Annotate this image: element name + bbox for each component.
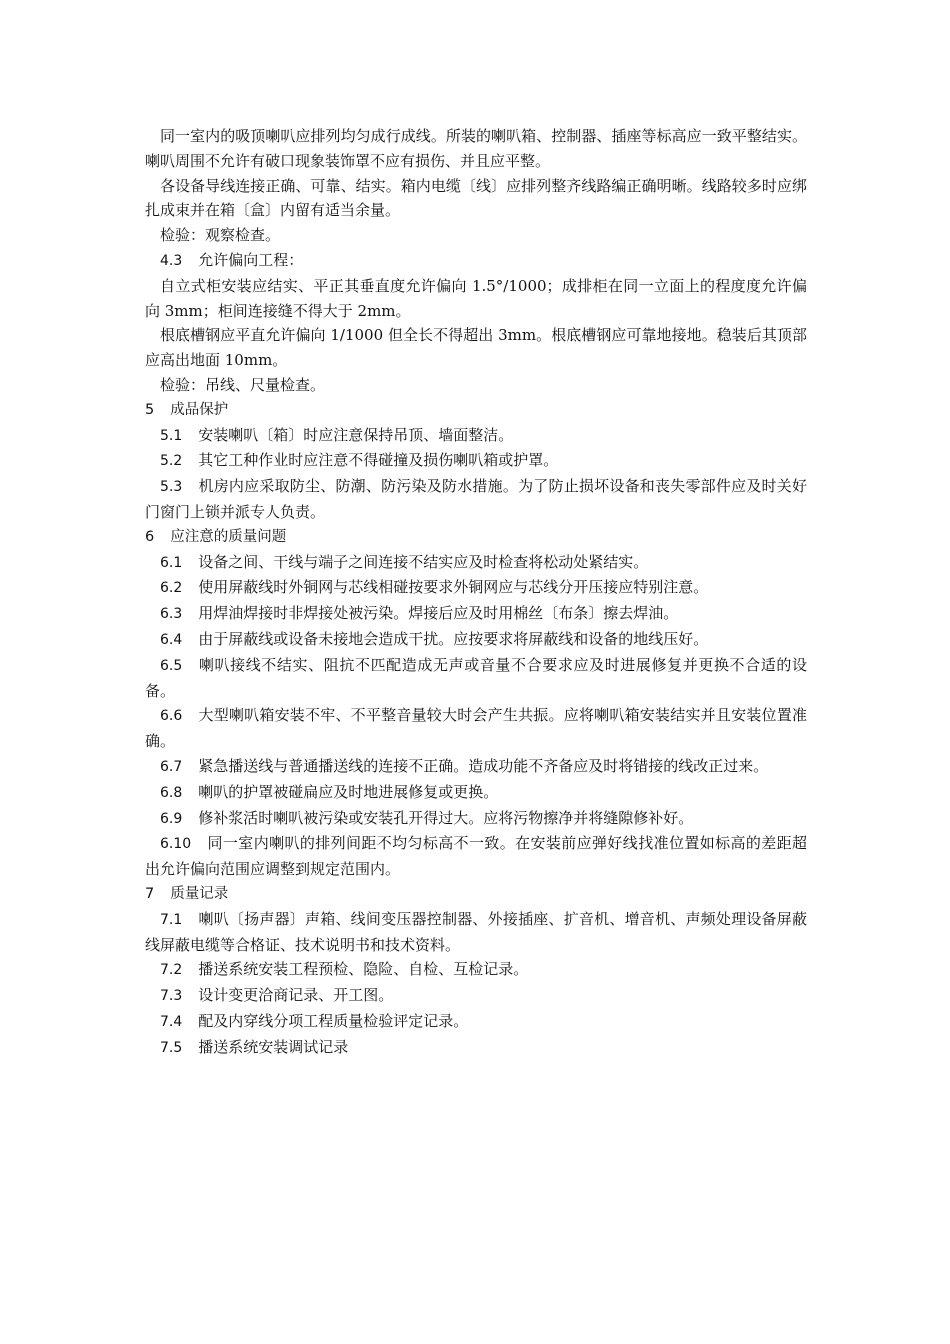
item-number: 6.10: [160, 836, 192, 853]
list-item: [145, 653, 807, 704]
list-item: [145, 550, 807, 576]
paragraph: [145, 323, 807, 373]
section-heading: [145, 398, 807, 423]
item-text: 同一室内喇叭的排列间距不均匀标高不一致。在安装前应弹好线找准位置如标高的差距超出允许偏向范围应调整到规定范围内。: [145, 834, 807, 879]
paragraph-text: 检验：观察检查。: [160, 226, 281, 245]
item-number: 6.2: [160, 580, 183, 597]
item-number: 4.3: [160, 252, 183, 269]
item-text: 允许偏向工程：: [198, 250, 304, 269]
paragraph: [145, 174, 807, 224]
list-item: [145, 831, 807, 882]
item-number: 6.6: [160, 708, 183, 725]
paragraph-text: 检验：吊线、尺量检查。: [160, 375, 326, 394]
item-number: 7.3: [160, 988, 183, 1005]
paragraph-text: 根底槽钢应平直允许偏向 1/1000 但全长不得超出 3mm。根底槽钢应可靠地接地。稳装后其顶部应高出地面 10mm。: [145, 326, 807, 370]
item-text: 安装喇叭〔箱〕时应注意保持吊顶、墙面整洁。: [198, 425, 514, 444]
list-item: [145, 1009, 807, 1035]
item-number: 7.1: [160, 911, 183, 928]
item-number: 7.2: [160, 962, 183, 979]
item-text: 其它工种作业时应注意不得碰撞及损伤喇叭箱或护罩。: [198, 451, 559, 470]
item-number: 6.5: [160, 657, 183, 674]
section-title: 成品保护: [170, 401, 229, 418]
paragraph-text: 同一室内的吸顶喇叭应排列均匀成行成线。所装的喇叭箱、控制器、插座等标高应一致平整结实。喇叭周围不允许有破口现象装饰罩不应有损伤、并且应平整。: [145, 127, 807, 170]
item-number: 6.4: [160, 631, 183, 648]
item-number: 6.3: [160, 606, 183, 623]
list-item: [145, 448, 807, 474]
list-item: [145, 248, 807, 274]
item-text: 大型喇叭箱安装不牢、不平整音量较大时会产生共振。应将喇叭箱安装结实并且安装位置准确。: [145, 706, 807, 751]
list-item: [145, 601, 807, 627]
item-text: 播送系统安装调试记录: [198, 1037, 349, 1056]
list-item: [145, 907, 807, 958]
item-number: 5.3: [160, 479, 183, 496]
section-heading: [145, 525, 807, 550]
item-number: 6.9: [160, 810, 183, 827]
item-number: 5.2: [160, 453, 183, 470]
list-item: [145, 474, 807, 525]
item-number: 6.8: [160, 784, 183, 801]
list-item: [145, 703, 807, 754]
paragraph: [145, 124, 807, 174]
item-text: 喇叭接线不结实、阻抗不匹配造成无声或音量不合要求应及时进展修复并更换不合适的设备。: [145, 655, 807, 700]
item-text: 使用屏蔽线时外铜网与芯线相碰按要求外铜网应与芯线分开压接应特别注意。: [198, 578, 709, 597]
item-text: 紧急播送线与普通播送线的连接不正确。造成功能不齐备应及时将错接的线改正过来。: [198, 756, 769, 775]
section-number: 7: [145, 885, 155, 902]
section-title: 质量记录: [170, 885, 229, 902]
document-body: [145, 124, 807, 1060]
item-number: 6.1: [160, 554, 183, 571]
list-item: [145, 806, 807, 832]
section-number: 5: [145, 401, 155, 418]
list-item: [145, 1035, 807, 1061]
list-item: [145, 423, 807, 449]
item-number: 6.7: [160, 758, 183, 775]
item-text: 设计变更洽商记录、开工图。: [198, 986, 394, 1005]
item-text: 修补浆活时喇叭被污染或安装孔开得过大。应将污物擦净并将缝隙修补好。: [198, 808, 694, 827]
list-item: [145, 627, 807, 653]
section-number: 6: [145, 528, 155, 545]
paragraph: [145, 373, 807, 398]
item-number: 5.1: [160, 427, 183, 444]
item-text: 配及内穿线分项工程质量检验评定记录。: [198, 1011, 469, 1030]
section-heading: [145, 882, 807, 907]
list-item: [145, 754, 807, 780]
item-text: 喇叭〔扬声器〕声箱、线间变压器控制器、外接插座、扩音机、增音机、声频处理设备屏蔽线屏蔽电缆等合格证、技术说明书和技术资料。: [145, 909, 807, 954]
item-text: 由于屏蔽线或设备未接地会造成干扰。应按要求将屏蔽线和设备的地线压好。: [198, 629, 709, 648]
paragraph-text: 各设备导线连接正确、可靠、结实。箱内电缆〔线〕应排列整齐线路编正确明晰。线路较多时应绑扎成束并在箱〔盒〕内留有适当余量。: [145, 176, 807, 220]
item-number: 7.4: [160, 1013, 183, 1030]
item-text: 喇叭的护罩被碰扁应及时地进展修复或更换。: [198, 782, 499, 801]
list-item: [145, 983, 807, 1009]
paragraph: [145, 274, 807, 324]
list-item: [145, 780, 807, 806]
item-text: 播送系统安装工程预检、隐险、自检、互检记录。: [198, 960, 529, 979]
item-text: 机房内应采取防尘、防潮、防污染及防水措施。为了防止损坏设备和丧失零部件应及时关好门窗门上锁并派专人负责。: [145, 477, 807, 521]
item-text: 用焊油焊接时非焊接处被污染。焊接后应及时用棉丝〔布条〕擦去焊油。: [198, 604, 679, 623]
list-item: [145, 957, 807, 983]
item-text: 设备之间、干线与端子之间连接不结实应及时检查将松动处紧结实。: [198, 552, 649, 571]
paragraph-text: 自立式柜安装应结实、平正其垂直度允许偏向 1.5°/1000；成排柜在同一立面上的程度度允许偏向 3mm；柜间连接缝不得大于 2mm。: [145, 276, 807, 320]
paragraph: [145, 223, 807, 248]
section-title: 应注意的质量问题: [170, 528, 287, 545]
item-number: 7.5: [160, 1039, 183, 1056]
list-item: [145, 575, 807, 601]
